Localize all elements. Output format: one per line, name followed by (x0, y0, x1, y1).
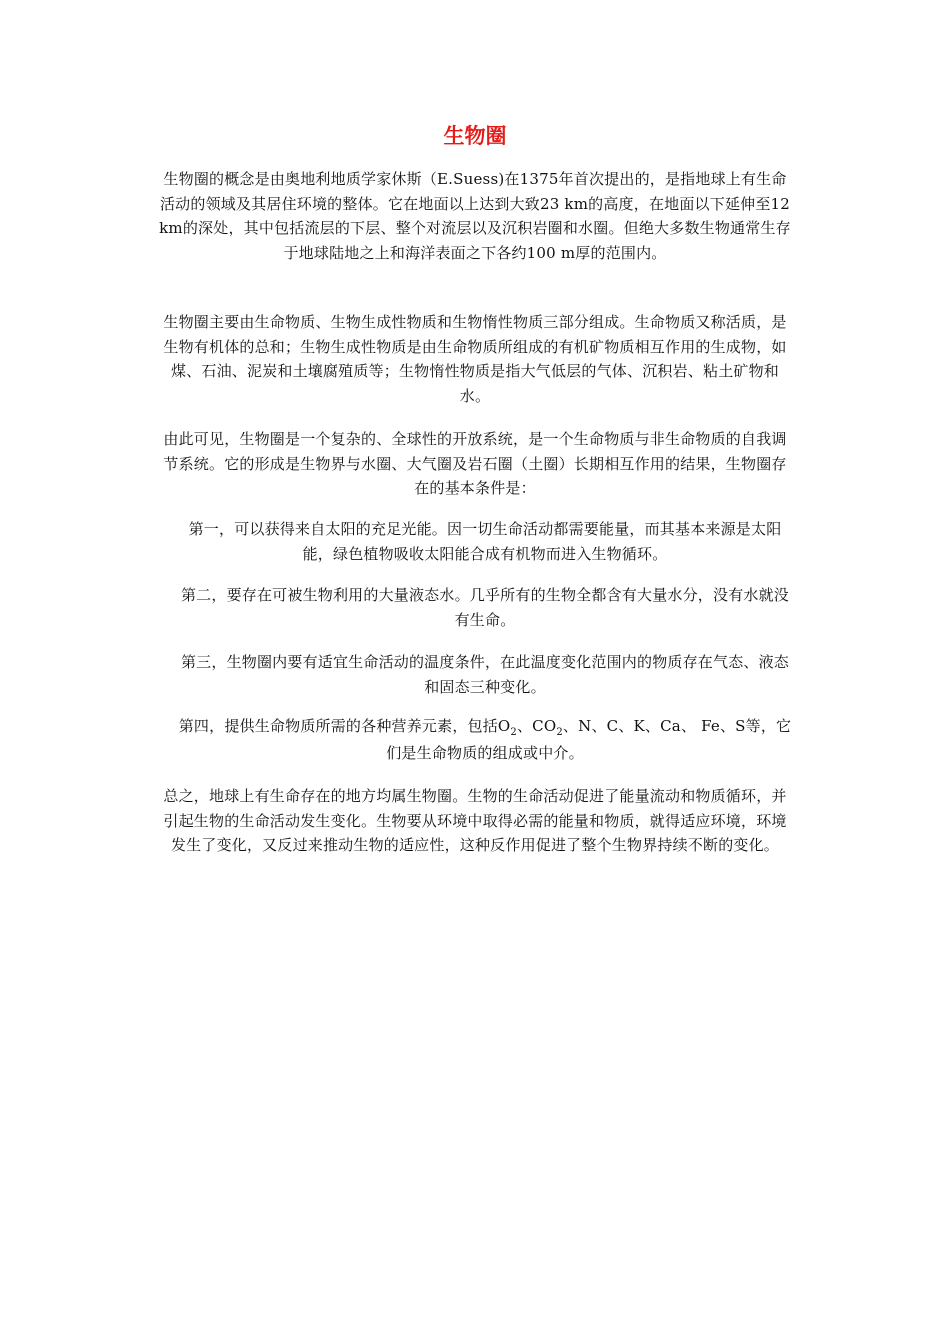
paragraph-open-system: 由此可见，生物圈是一个复杂的、全球性的开放系统，是一个生命物质与非生命物质的自我调节系统。它的形成是生物界与水圈、大气圈及岩石圈（土圈）长期相互作用的结果，生物圈存在的基本条件是： (163, 430, 787, 497)
paragraph-condition-temperature: 第三，生物圈内要有适宜生命活动的温度条件，在此温度变化范围内的物质存在气态、液态和固态三种变化。 (180, 653, 789, 696)
paragraph-condition-nutrients (175, 713, 795, 767)
nutrients-text-co: 、CO (516, 717, 557, 735)
nutrients-text-start: 第四，提供生命物质所需的各种营养元素，包括O (178, 717, 511, 735)
paragraph-composition: 生物圈主要由生命物质、生物生成性物质和生物惰性物质三部分组成。生命物质又称活质，是生物有机体的总和；生物生成性物质是由生命物质所组成的有机矿物质相互作用的生成物，如煤、石油、泥炭和土壤腐殖质等；生物惰性物质是指大气低层的气体、沉积岩、粘土矿物和水。 (163, 313, 787, 405)
paragraph-condition-water: 第二，要存在可被生物利用的大量液态水。几乎所有的生物全都含有大量水分，没有水就没有生命。 (180, 586, 789, 629)
paragraph-definition: 生物圈的概念是由奥地利地质学家休斯（E.Suess)在1375年首次提出的，是指地球上有生命活动的领域及其居住环境的整体。它在地面以上达到大致23 km的高度，在地面以下延伸至12 km的深处，其中包括流层的下层、整个对流层以及沉积岩圈和水圈。但绝大多数生物通常生存于地球陆地之上和海洋表面之下各约100 m厚的范围内。 (159, 170, 791, 262)
paragraph-summary: 总之，地球上有生命存在的地方均属生物圈。生物的生命活动促进了能量流动和物质循环，并引起生物的生命活动发生变化。生物要从环境中取得必需的能量和物质，就得适应环境，环境发生了变化，又反过来推动生物的适应性，这种反作用促进了整个生物界持续不断的变化。 (163, 787, 787, 854)
paragraph-condition-light: 第一，可以获得来自太阳的充足光能。因一切生命活动都需要能量，而其基本来源是太阳能，绿色植物吸收太阳能合成有机物而进入生物循环。 (188, 520, 782, 563)
page-title: 生物圈 (443, 124, 507, 148)
co2-subscript: 2 (556, 727, 563, 738)
nutrients-text-end: 、N、C、K、Ca、 Fe、S等，它们是生命物质的组成或中介。 (386, 717, 792, 762)
o2-subscript: 2 (510, 727, 517, 738)
